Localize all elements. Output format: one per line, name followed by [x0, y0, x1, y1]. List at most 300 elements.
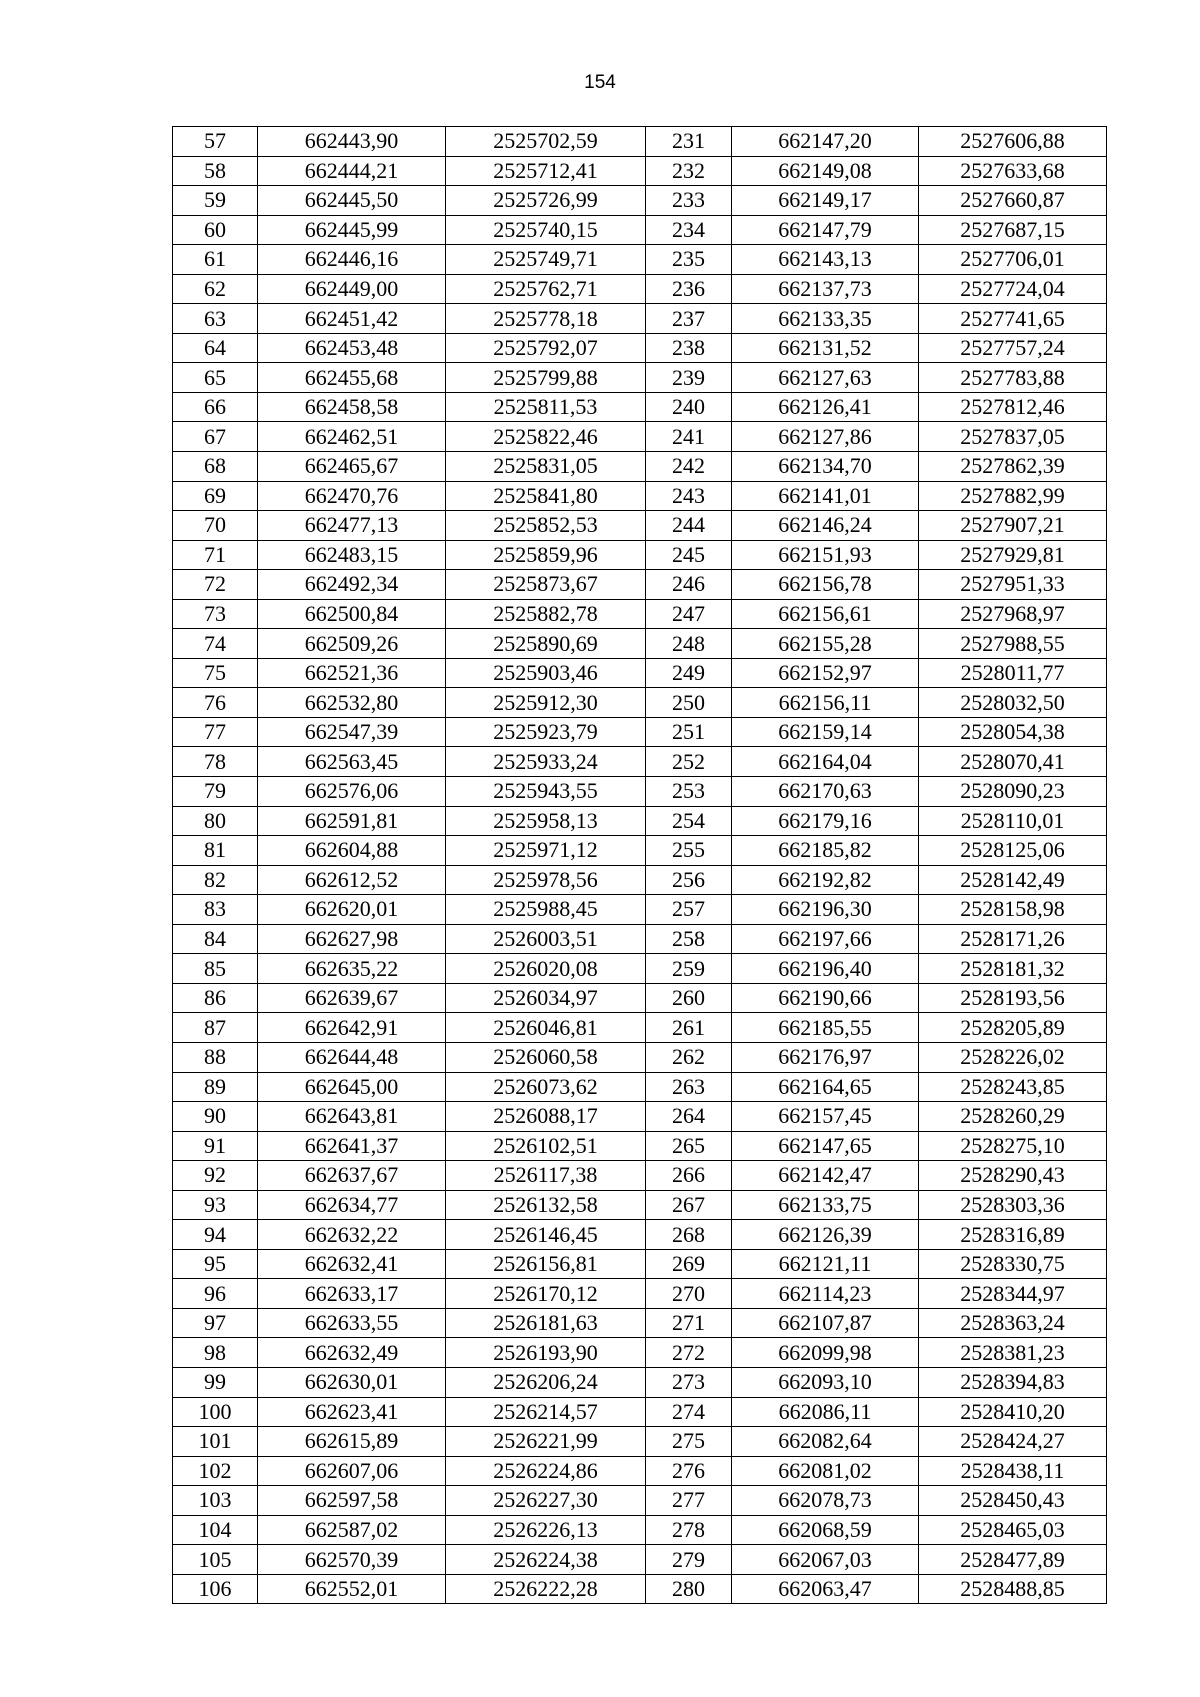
y-coordinate-cell: 2526224,38 [446, 1545, 646, 1575]
x-coordinate-cell: 662547,39 [258, 717, 446, 747]
table-row [173, 481, 1107, 511]
y-coordinate-cell: 2527741,65 [919, 304, 1107, 334]
point-number-cell: 270 [646, 1279, 732, 1309]
x-coordinate-cell: 662121,11 [732, 1249, 919, 1279]
y-coordinate-cell: 2528181,32 [919, 954, 1107, 984]
table-row [173, 954, 1107, 984]
x-coordinate-cell: 662149,17 [732, 186, 919, 216]
x-coordinate-cell: 662500,84 [258, 599, 446, 629]
y-coordinate-cell: 2526088,17 [446, 1102, 646, 1132]
point-number-cell: 106 [173, 1574, 258, 1604]
x-coordinate-cell: 662179,16 [732, 806, 919, 836]
point-number-cell: 231 [646, 127, 732, 157]
point-number-cell: 64 [173, 333, 258, 363]
table-row [173, 1367, 1107, 1397]
y-coordinate-cell: 2527907,21 [919, 511, 1107, 541]
x-coordinate-cell: 662143,13 [732, 245, 919, 275]
y-coordinate-cell: 2525859,96 [446, 540, 646, 570]
table-row [173, 452, 1107, 482]
y-coordinate-cell: 2526102,51 [446, 1131, 646, 1161]
y-coordinate-cell: 2525958,13 [446, 806, 646, 836]
x-coordinate-cell: 662185,55 [732, 1013, 919, 1043]
point-number-cell: 59 [173, 186, 258, 216]
y-coordinate-cell: 2528032,50 [919, 688, 1107, 718]
y-coordinate-cell: 2527660,87 [919, 186, 1107, 216]
point-number-cell: 74 [173, 629, 258, 659]
x-coordinate-cell: 662156,11 [732, 688, 919, 718]
point-number-cell: 102 [173, 1456, 258, 1486]
point-number-cell: 261 [646, 1013, 732, 1043]
point-number-cell: 236 [646, 274, 732, 304]
point-number-cell: 274 [646, 1397, 732, 1427]
y-coordinate-cell: 2526060,58 [446, 1042, 646, 1072]
y-coordinate-cell: 2527706,01 [919, 245, 1107, 275]
table-row [173, 540, 1107, 570]
table-row [173, 1013, 1107, 1043]
point-number-cell: 250 [646, 688, 732, 718]
x-coordinate-cell: 662147,79 [732, 215, 919, 245]
point-number-cell: 272 [646, 1338, 732, 1368]
y-coordinate-cell: 2528054,38 [919, 717, 1107, 747]
y-coordinate-cell: 2525933,24 [446, 747, 646, 777]
table-row [173, 924, 1107, 954]
x-coordinate-cell: 662641,37 [258, 1131, 446, 1161]
point-number-cell: 58 [173, 156, 258, 186]
point-number-cell: 237 [646, 304, 732, 334]
y-coordinate-cell: 2526226,13 [446, 1515, 646, 1545]
x-coordinate-cell: 662131,52 [732, 333, 919, 363]
point-number-cell: 82 [173, 865, 258, 895]
x-coordinate-cell: 662633,55 [258, 1308, 446, 1338]
point-number-cell: 264 [646, 1102, 732, 1132]
x-coordinate-cell: 662634,77 [258, 1190, 446, 1220]
table-row [173, 304, 1107, 334]
x-coordinate-cell: 662470,76 [258, 481, 446, 511]
point-number-cell: 257 [646, 895, 732, 925]
x-coordinate-cell: 662156,78 [732, 570, 919, 600]
point-number-cell: 265 [646, 1131, 732, 1161]
y-coordinate-cell: 2526221,99 [446, 1427, 646, 1457]
y-coordinate-cell: 2527862,39 [919, 452, 1107, 482]
y-coordinate-cell: 2528316,89 [919, 1220, 1107, 1250]
y-coordinate-cell: 2526222,28 [446, 1574, 646, 1604]
y-coordinate-cell: 2526170,12 [446, 1279, 646, 1309]
y-coordinate-cell: 2526117,38 [446, 1161, 646, 1191]
y-coordinate-cell: 2528193,56 [919, 983, 1107, 1013]
table-row [173, 1279, 1107, 1309]
x-coordinate-cell: 662445,50 [258, 186, 446, 216]
x-coordinate-cell: 662170,63 [732, 777, 919, 807]
y-coordinate-cell: 2528330,75 [919, 1249, 1107, 1279]
y-coordinate-cell: 2527724,04 [919, 274, 1107, 304]
x-coordinate-cell: 662068,59 [732, 1515, 919, 1545]
y-coordinate-cell: 2528465,03 [919, 1515, 1107, 1545]
x-coordinate-cell: 662477,13 [258, 511, 446, 541]
y-coordinate-cell: 2528394,83 [919, 1367, 1107, 1397]
x-coordinate-cell: 662137,73 [732, 274, 919, 304]
table-row [173, 1308, 1107, 1338]
x-coordinate-cell: 662645,00 [258, 1072, 446, 1102]
table-row [173, 570, 1107, 600]
y-coordinate-cell: 2525890,69 [446, 629, 646, 659]
point-number-cell: 262 [646, 1042, 732, 1072]
point-number-cell: 273 [646, 1367, 732, 1397]
y-coordinate-cell: 2527633,68 [919, 156, 1107, 186]
y-coordinate-cell: 2528158,98 [919, 895, 1107, 925]
table-row [173, 511, 1107, 541]
point-number-cell: 276 [646, 1456, 732, 1486]
y-coordinate-cell: 2528243,85 [919, 1072, 1107, 1102]
point-number-cell: 94 [173, 1220, 258, 1250]
table-row [173, 1427, 1107, 1457]
x-coordinate-cell: 662164,04 [732, 747, 919, 777]
y-coordinate-cell: 2528290,43 [919, 1161, 1107, 1191]
point-number-cell: 57 [173, 127, 258, 157]
table-row [173, 865, 1107, 895]
point-number-cell: 92 [173, 1161, 258, 1191]
x-coordinate-cell: 662633,17 [258, 1279, 446, 1309]
table-row [173, 1249, 1107, 1279]
x-coordinate-cell: 662093,10 [732, 1367, 919, 1397]
point-number-cell: 62 [173, 274, 258, 304]
y-coordinate-cell: 2528070,41 [919, 747, 1107, 777]
point-number-cell: 259 [646, 954, 732, 984]
table-row [173, 1131, 1107, 1161]
x-coordinate-cell: 662630,01 [258, 1367, 446, 1397]
x-coordinate-cell: 662462,51 [258, 422, 446, 452]
point-number-cell: 100 [173, 1397, 258, 1427]
x-coordinate-cell: 662623,41 [258, 1397, 446, 1427]
table-row [173, 1190, 1107, 1220]
y-coordinate-cell: 2528488,85 [919, 1574, 1107, 1604]
table-row [173, 747, 1107, 777]
y-coordinate-cell: 2526193,90 [446, 1338, 646, 1368]
y-coordinate-cell: 2528410,20 [919, 1397, 1107, 1427]
y-coordinate-cell: 2527757,24 [919, 333, 1107, 363]
y-coordinate-cell: 2528450,43 [919, 1486, 1107, 1516]
point-number-cell: 66 [173, 392, 258, 422]
table-row [173, 1515, 1107, 1545]
x-coordinate-cell: 662627,98 [258, 924, 446, 954]
point-number-cell: 76 [173, 688, 258, 718]
point-number-cell: 87 [173, 1013, 258, 1043]
y-coordinate-cell: 2525873,67 [446, 570, 646, 600]
table-row [173, 658, 1107, 688]
x-coordinate-cell: 662134,70 [732, 452, 919, 482]
point-number-cell: 89 [173, 1072, 258, 1102]
point-number-cell: 93 [173, 1190, 258, 1220]
x-coordinate-cell: 662156,61 [732, 599, 919, 629]
y-coordinate-cell: 2528477,89 [919, 1545, 1107, 1575]
point-number-cell: 255 [646, 836, 732, 866]
x-coordinate-cell: 662632,41 [258, 1249, 446, 1279]
x-coordinate-cell: 662099,98 [732, 1338, 919, 1368]
point-number-cell: 88 [173, 1042, 258, 1072]
y-coordinate-cell: 2525831,05 [446, 452, 646, 482]
x-coordinate-cell: 662067,03 [732, 1545, 919, 1575]
y-coordinate-cell: 2527882,99 [919, 481, 1107, 511]
point-number-cell: 256 [646, 865, 732, 895]
y-coordinate-cell: 2528125,06 [919, 836, 1107, 866]
table-row [173, 1338, 1107, 1368]
x-coordinate-cell: 662196,30 [732, 895, 919, 925]
point-number-cell: 266 [646, 1161, 732, 1191]
x-coordinate-cell: 662597,58 [258, 1486, 446, 1516]
table-row [173, 274, 1107, 304]
y-coordinate-cell: 2528226,02 [919, 1042, 1107, 1072]
point-number-cell: 101 [173, 1427, 258, 1457]
x-coordinate-cell: 662149,08 [732, 156, 919, 186]
table-row [173, 1220, 1107, 1250]
y-coordinate-cell: 2528110,01 [919, 806, 1107, 836]
x-coordinate-cell: 662446,16 [258, 245, 446, 275]
y-coordinate-cell: 2525822,46 [446, 422, 646, 452]
y-coordinate-cell: 2526003,51 [446, 924, 646, 954]
y-coordinate-cell: 2528344,97 [919, 1279, 1107, 1309]
y-coordinate-cell: 2526073,62 [446, 1072, 646, 1102]
point-number-cell: 243 [646, 481, 732, 511]
table-row [173, 333, 1107, 363]
y-coordinate-cell: 2528011,77 [919, 658, 1107, 688]
y-coordinate-cell: 2526214,57 [446, 1397, 646, 1427]
point-number-cell: 263 [646, 1072, 732, 1102]
x-coordinate-cell: 662197,66 [732, 924, 919, 954]
point-number-cell: 103 [173, 1486, 258, 1516]
point-number-cell: 268 [646, 1220, 732, 1250]
x-coordinate-cell: 662570,39 [258, 1545, 446, 1575]
x-coordinate-cell: 662142,47 [732, 1161, 919, 1191]
y-coordinate-cell: 2526146,45 [446, 1220, 646, 1250]
point-number-cell: 271 [646, 1308, 732, 1338]
point-number-cell: 246 [646, 570, 732, 600]
x-coordinate-cell: 662492,34 [258, 570, 446, 600]
y-coordinate-cell: 2525702,59 [446, 127, 646, 157]
y-coordinate-cell: 2527988,55 [919, 629, 1107, 659]
point-number-cell: 71 [173, 540, 258, 570]
point-number-cell: 69 [173, 481, 258, 511]
x-coordinate-cell: 662126,41 [732, 392, 919, 422]
x-coordinate-cell: 662465,67 [258, 452, 446, 482]
table-row [173, 1072, 1107, 1102]
y-coordinate-cell: 2525762,71 [446, 274, 646, 304]
table-row [173, 186, 1107, 216]
table-row [173, 599, 1107, 629]
x-coordinate-cell: 662443,90 [258, 127, 446, 157]
point-number-cell: 239 [646, 363, 732, 393]
y-coordinate-cell: 2525912,30 [446, 688, 646, 718]
point-number-cell: 244 [646, 511, 732, 541]
y-coordinate-cell: 2525778,18 [446, 304, 646, 334]
x-coordinate-cell: 662632,49 [258, 1338, 446, 1368]
table-row [173, 245, 1107, 275]
table-row [173, 392, 1107, 422]
point-number-cell: 247 [646, 599, 732, 629]
x-coordinate-cell: 662081,02 [732, 1456, 919, 1486]
point-number-cell: 72 [173, 570, 258, 600]
point-number-cell: 63 [173, 304, 258, 334]
point-number-cell: 70 [173, 511, 258, 541]
y-coordinate-cell: 2526046,81 [446, 1013, 646, 1043]
x-coordinate-cell: 662451,42 [258, 304, 446, 334]
x-coordinate-cell: 662632,22 [258, 1220, 446, 1250]
x-coordinate-cell: 662155,28 [732, 629, 919, 659]
x-coordinate-cell: 662192,82 [732, 865, 919, 895]
y-coordinate-cell: 2526034,97 [446, 983, 646, 1013]
y-coordinate-cell: 2527929,81 [919, 540, 1107, 570]
table-row [173, 422, 1107, 452]
x-coordinate-cell: 662591,81 [258, 806, 446, 836]
table-row [173, 1545, 1107, 1575]
x-coordinate-cell: 662107,87 [732, 1308, 919, 1338]
table-row [173, 777, 1107, 807]
point-number-cell: 83 [173, 895, 258, 925]
y-coordinate-cell: 2525726,99 [446, 186, 646, 216]
point-number-cell: 258 [646, 924, 732, 954]
point-number-cell: 248 [646, 629, 732, 659]
y-coordinate-cell: 2528090,23 [919, 777, 1107, 807]
y-coordinate-cell: 2525740,15 [446, 215, 646, 245]
y-coordinate-cell: 2528438,11 [919, 1456, 1107, 1486]
x-coordinate-cell: 662147,20 [732, 127, 919, 157]
x-coordinate-cell: 662114,23 [732, 1279, 919, 1309]
coordinates-table-body [173, 127, 1107, 1604]
point-number-cell: 235 [646, 245, 732, 275]
x-coordinate-cell: 662532,80 [258, 688, 446, 718]
x-coordinate-cell: 662133,75 [732, 1190, 919, 1220]
x-coordinate-cell: 662644,48 [258, 1042, 446, 1072]
table-row [173, 717, 1107, 747]
point-number-cell: 254 [646, 806, 732, 836]
x-coordinate-cell: 662612,52 [258, 865, 446, 895]
point-number-cell: 65 [173, 363, 258, 393]
coordinates-table [172, 126, 1107, 1604]
point-number-cell: 267 [646, 1190, 732, 1220]
table-row [173, 1042, 1107, 1072]
point-number-cell: 238 [646, 333, 732, 363]
table-row [173, 1574, 1107, 1604]
table-row [173, 836, 1107, 866]
point-number-cell: 104 [173, 1515, 258, 1545]
y-coordinate-cell: 2528275,10 [919, 1131, 1107, 1161]
x-coordinate-cell: 662620,01 [258, 895, 446, 925]
y-coordinate-cell: 2528260,29 [919, 1102, 1107, 1132]
x-coordinate-cell: 662082,64 [732, 1427, 919, 1457]
point-number-cell: 275 [646, 1427, 732, 1457]
table-row [173, 895, 1107, 925]
point-number-cell: 278 [646, 1515, 732, 1545]
y-coordinate-cell: 2525799,88 [446, 363, 646, 393]
point-number-cell: 280 [646, 1574, 732, 1604]
x-coordinate-cell: 662483,15 [258, 540, 446, 570]
y-coordinate-cell: 2525882,78 [446, 599, 646, 629]
table-row [173, 983, 1107, 1013]
point-number-cell: 251 [646, 717, 732, 747]
point-number-cell: 61 [173, 245, 258, 275]
y-coordinate-cell: 2527606,88 [919, 127, 1107, 157]
table-row [173, 1102, 1107, 1132]
point-number-cell: 68 [173, 452, 258, 482]
y-coordinate-cell: 2526156,81 [446, 1249, 646, 1279]
point-number-cell: 90 [173, 1102, 258, 1132]
table-row [173, 127, 1107, 157]
point-number-cell: 240 [646, 392, 732, 422]
point-number-cell: 105 [173, 1545, 258, 1575]
x-coordinate-cell: 662607,06 [258, 1456, 446, 1486]
x-coordinate-cell: 662157,45 [732, 1102, 919, 1132]
point-number-cell: 60 [173, 215, 258, 245]
point-number-cell: 277 [646, 1486, 732, 1516]
table-row [173, 363, 1107, 393]
y-coordinate-cell: 2525971,12 [446, 836, 646, 866]
point-number-cell: 98 [173, 1338, 258, 1368]
x-coordinate-cell: 662176,97 [732, 1042, 919, 1072]
table-row [173, 1161, 1107, 1191]
x-coordinate-cell: 662455,68 [258, 363, 446, 393]
y-coordinate-cell: 2526020,08 [446, 954, 646, 984]
x-coordinate-cell: 662445,99 [258, 215, 446, 245]
point-number-cell: 99 [173, 1367, 258, 1397]
table-row [173, 215, 1107, 245]
x-coordinate-cell: 662521,36 [258, 658, 446, 688]
x-coordinate-cell: 662642,91 [258, 1013, 446, 1043]
point-number-cell: 80 [173, 806, 258, 836]
point-number-cell: 86 [173, 983, 258, 1013]
x-coordinate-cell: 662449,00 [258, 274, 446, 304]
x-coordinate-cell: 662190,66 [732, 983, 919, 1013]
table-row [173, 1456, 1107, 1486]
x-coordinate-cell: 662196,40 [732, 954, 919, 984]
x-coordinate-cell: 662563,45 [258, 747, 446, 777]
y-coordinate-cell: 2525712,41 [446, 156, 646, 186]
x-coordinate-cell: 662147,65 [732, 1131, 919, 1161]
y-coordinate-cell: 2527837,05 [919, 422, 1107, 452]
point-number-cell: 242 [646, 452, 732, 482]
y-coordinate-cell: 2527951,33 [919, 570, 1107, 600]
y-coordinate-cell: 2525943,55 [446, 777, 646, 807]
point-number-cell: 91 [173, 1131, 258, 1161]
y-coordinate-cell: 2525792,07 [446, 333, 646, 363]
y-coordinate-cell: 2527687,15 [919, 215, 1107, 245]
point-number-cell: 73 [173, 599, 258, 629]
x-coordinate-cell: 662458,58 [258, 392, 446, 422]
x-coordinate-cell: 662615,89 [258, 1427, 446, 1457]
point-number-cell: 81 [173, 836, 258, 866]
y-coordinate-cell: 2525978,56 [446, 865, 646, 895]
x-coordinate-cell: 662509,26 [258, 629, 446, 659]
table-row [173, 156, 1107, 186]
x-coordinate-cell: 662637,67 [258, 1161, 446, 1191]
point-number-cell: 260 [646, 983, 732, 1013]
x-coordinate-cell: 662152,97 [732, 658, 919, 688]
point-number-cell: 97 [173, 1308, 258, 1338]
y-coordinate-cell: 2525749,71 [446, 245, 646, 275]
point-number-cell: 78 [173, 747, 258, 777]
point-number-cell: 252 [646, 747, 732, 777]
point-number-cell: 96 [173, 1279, 258, 1309]
table-row [173, 806, 1107, 836]
y-coordinate-cell: 2525841,80 [446, 481, 646, 511]
point-number-cell: 95 [173, 1249, 258, 1279]
x-coordinate-cell: 662127,63 [732, 363, 919, 393]
x-coordinate-cell: 662164,65 [732, 1072, 919, 1102]
y-coordinate-cell: 2525852,53 [446, 511, 646, 541]
y-coordinate-cell: 2525903,46 [446, 658, 646, 688]
y-coordinate-cell: 2528205,89 [919, 1013, 1107, 1043]
point-number-cell: 241 [646, 422, 732, 452]
x-coordinate-cell: 662078,73 [732, 1486, 919, 1516]
y-coordinate-cell: 2527783,88 [919, 363, 1107, 393]
y-coordinate-cell: 2528363,24 [919, 1308, 1107, 1338]
